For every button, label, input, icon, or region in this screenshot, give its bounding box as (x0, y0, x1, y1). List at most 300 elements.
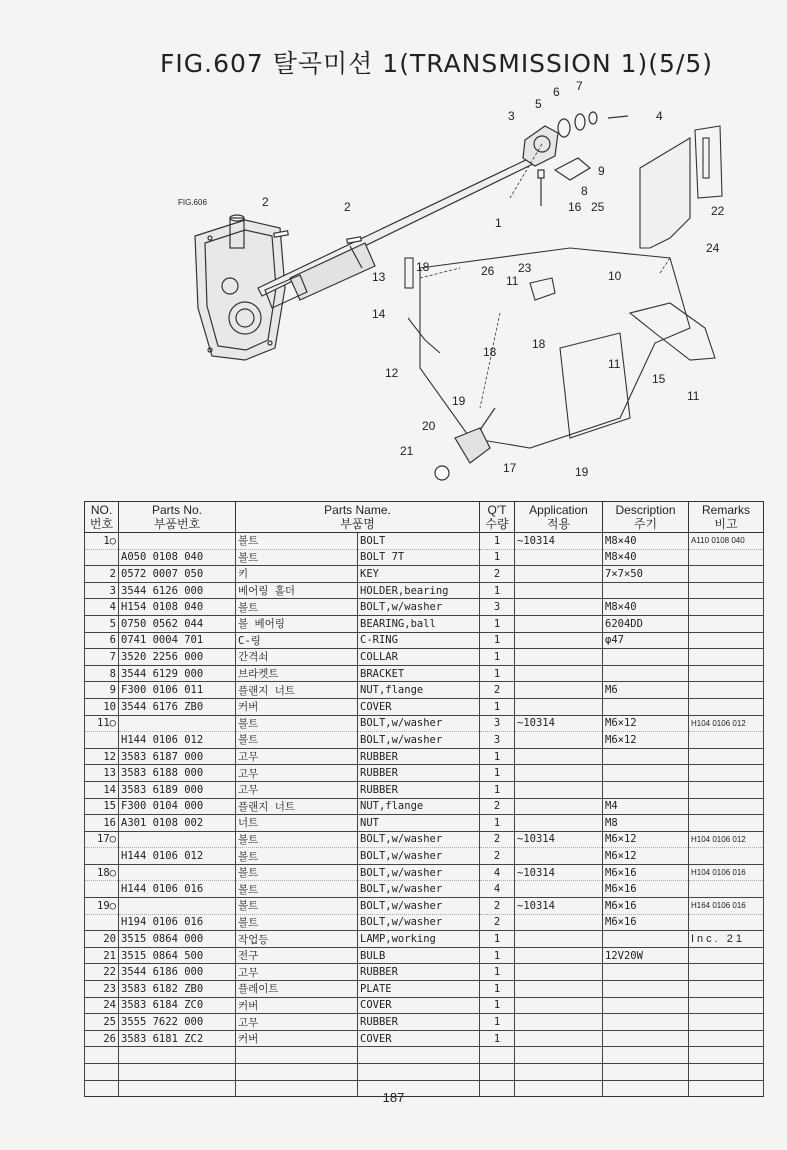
cell-no (85, 914, 119, 931)
callout-2b: 2 (344, 200, 351, 214)
callout-18c: 18 (532, 337, 546, 351)
header-parts-name: Parts Name. 부품명 (236, 502, 480, 533)
cell-desc: M6×16 (603, 864, 689, 881)
cell-remarks (689, 881, 764, 898)
cell-qty: 1 (480, 533, 515, 550)
cell-desc (603, 698, 689, 715)
cell-name-en: COVER (358, 1030, 480, 1047)
cell-remarks (689, 566, 764, 583)
exploded-parts-diagram (150, 78, 750, 488)
cell-app (515, 1014, 603, 1031)
cell-desc: M6×16 (603, 898, 689, 915)
cell-desc: M6×12 (603, 732, 689, 749)
cell-qty: 2 (480, 848, 515, 865)
table-header-row (85, 502, 764, 533)
cell-name-en: BOLT (358, 533, 480, 550)
callout-13: 13 (372, 270, 386, 284)
cell-name-kr: 고무 (236, 748, 358, 765)
cell-name-en: BEARING,ball (358, 615, 480, 632)
header-remarks: Remarks 비고 (689, 502, 764, 533)
cell-app (515, 1030, 603, 1047)
cell-name-en: KEY (358, 566, 480, 583)
cell-name-kr: 볼트 (236, 864, 358, 881)
cell-part-no: 3583 6189 000 (119, 781, 236, 798)
cell-app (515, 815, 603, 832)
table-row (85, 665, 764, 682)
cell-desc (603, 964, 689, 981)
cell-no: 12 (85, 748, 119, 765)
cell-desc (603, 765, 689, 782)
cell-part-no: 3544 6176 ZB0 (119, 698, 236, 715)
cell-no: 22 (85, 964, 119, 981)
cell-qty: 1 (480, 615, 515, 632)
cell-name-en: COVER (358, 698, 480, 715)
cell-part-no (119, 898, 236, 915)
cell-remarks (689, 997, 764, 1014)
callout-9: 9 (598, 164, 605, 178)
cell-app (515, 947, 603, 964)
cell-name-kr: 볼트 (236, 533, 358, 550)
cell-remarks: H104 0106 016 (689, 864, 764, 881)
cell-blank (689, 1064, 764, 1081)
table-row (85, 914, 764, 931)
cell-name-en: BRACKET (358, 665, 480, 682)
cell-no: 18○ (85, 864, 119, 881)
cell-qty: 1 (480, 981, 515, 998)
cell-remarks (689, 848, 764, 865)
callout-11a: 11 (506, 274, 519, 288)
cell-no: 8 (85, 665, 119, 682)
cell-qty: 1 (480, 931, 515, 948)
cell-remarks (689, 682, 764, 699)
cell-desc (603, 981, 689, 998)
cell-remarks (689, 632, 764, 649)
work-lamp (435, 408, 495, 480)
cell-app (515, 765, 603, 782)
callout-2a: 2 (262, 195, 269, 209)
cell-part-no: 3544 6186 000 (119, 964, 236, 981)
cell-remarks (689, 947, 764, 964)
cell-remarks: H104 0106 012 (689, 715, 764, 732)
cell-name-en: BULB (358, 947, 480, 964)
callout-3: 3 (508, 109, 515, 123)
cell-app (515, 848, 603, 865)
table-row (85, 748, 764, 765)
cell-part-no: H144 0106 012 (119, 848, 236, 865)
cell-remarks (689, 981, 764, 998)
cell-app (515, 964, 603, 981)
cell-desc (603, 781, 689, 798)
cell-qty: 1 (480, 665, 515, 682)
callout-16: 16 (568, 200, 582, 214)
cell-desc (603, 1030, 689, 1047)
cell-blank (236, 1064, 358, 1081)
cell-remarks (689, 599, 764, 616)
cell-name-kr: 고무 (236, 781, 358, 798)
cell-remarks: H164 0106 016 (689, 898, 764, 915)
cell-name-en: BOLT,w/washer (358, 914, 480, 931)
cell-name-en: PLATE (358, 981, 480, 998)
cell-remarks (689, 765, 764, 782)
cell-name-kr: 작업등 (236, 931, 358, 948)
cell-no: 19○ (85, 898, 119, 915)
cell-qty: 3 (480, 715, 515, 732)
cell-app (515, 881, 603, 898)
cell-qty: 1 (480, 964, 515, 981)
table-row-blank (85, 1064, 764, 1081)
table-row (85, 533, 764, 550)
cell-name-kr: 전구 (236, 947, 358, 964)
cell-name-en: BOLT,w/washer (358, 881, 480, 898)
cell-qty: 1 (480, 748, 515, 765)
cell-app (515, 698, 603, 715)
callout-12: 12 (385, 366, 399, 380)
cell-part-no: 3555 7622 000 (119, 1014, 236, 1031)
cell-blank (689, 1047, 764, 1064)
cell-remarks (689, 798, 764, 815)
cell-name-en: RUBBER (358, 748, 480, 765)
cell-name-kr: 볼트 (236, 831, 358, 848)
cell-remarks (689, 815, 764, 832)
cell-app: ~10314 (515, 533, 603, 550)
cell-name-en: RUBBER (358, 781, 480, 798)
cell-no: 20 (85, 931, 119, 948)
cell-remarks (689, 781, 764, 798)
table-row (85, 549, 764, 566)
cell-part-no: H194 0106 016 (119, 914, 236, 931)
cell-no: 11○ (85, 715, 119, 732)
table-row (85, 947, 764, 964)
cell-app: ~10314 (515, 831, 603, 848)
cell-name-kr: 볼트 (236, 898, 358, 915)
cell-part-no: 0750 0562 044 (119, 615, 236, 632)
cell-name-en: BOLT,w/washer (358, 831, 480, 848)
cell-desc: 7×7×50 (603, 566, 689, 583)
table-row (85, 798, 764, 815)
callout-14: 14 (372, 307, 386, 321)
cell-remarks (689, 582, 764, 599)
cell-name-kr: 플랜지 너트 (236, 798, 358, 815)
cell-app (515, 615, 603, 632)
cell-part-no: 3515 0864 000 (119, 931, 236, 948)
table-row (85, 599, 764, 616)
table-row (85, 781, 764, 798)
cell-no: 1○ (85, 533, 119, 550)
cell-desc: M6×12 (603, 848, 689, 865)
table-row (85, 997, 764, 1014)
page-number: 187 (382, 1090, 405, 1105)
cell-name-kr: 너트 (236, 815, 358, 832)
cell-blank (119, 1064, 236, 1081)
cell-remarks (689, 748, 764, 765)
cell-app (515, 549, 603, 566)
callout-25: 25 (591, 200, 605, 214)
cell-qty: 1 (480, 698, 515, 715)
cell-blank (119, 1047, 236, 1064)
cell-part-no: F300 0104 000 (119, 798, 236, 815)
cell-name-en: HOLDER,bearing (358, 582, 480, 599)
cell-qty: 1 (480, 997, 515, 1014)
callout-26: 26 (481, 264, 495, 278)
cell-blank (85, 1047, 119, 1064)
cell-no (85, 732, 119, 749)
cell-no (85, 848, 119, 865)
cell-name-en: NUT,flange (358, 682, 480, 699)
cell-qty: 3 (480, 599, 515, 616)
cell-qty: 1 (480, 549, 515, 566)
cell-name-kr: 볼트 (236, 881, 358, 898)
callout-18a: 18 (416, 260, 430, 274)
bearing-holder-group (523, 112, 628, 206)
cell-name-kr: 고무 (236, 1014, 358, 1031)
callout-4: 4 (656, 109, 663, 123)
cell-app (515, 748, 603, 765)
cell-name-kr: 키 (236, 566, 358, 583)
cell-app (515, 632, 603, 649)
cell-app: ~10314 (515, 898, 603, 915)
cell-name-kr: C-링 (236, 632, 358, 649)
parts-table-body (85, 533, 764, 1097)
cell-part-no: A050 0108 040 (119, 549, 236, 566)
cell-app (515, 682, 603, 699)
callout-7: 7 (576, 79, 583, 93)
table-row (85, 864, 764, 881)
cell-part-no: 3583 6181 ZC2 (119, 1030, 236, 1047)
header-parts-no: Parts No. 부품번호 (119, 502, 236, 533)
cell-remarks: Inc. 21 (689, 931, 764, 948)
cell-remarks (689, 1030, 764, 1047)
cell-no: 13 (85, 765, 119, 782)
table-row (85, 582, 764, 599)
callout-17: 17 (503, 461, 517, 475)
cell-name-en: RUBBER (358, 964, 480, 981)
cell-part-no: 3583 6182 ZB0 (119, 981, 236, 998)
cell-desc: M6×16 (603, 914, 689, 931)
table-row-blank (85, 1047, 764, 1064)
cell-part-no: H154 0108 040 (119, 599, 236, 616)
callout-11b: 11 (608, 357, 621, 371)
cell-name-kr: 볼트 (236, 549, 358, 566)
cell-name-kr: 브라켓트 (236, 665, 358, 682)
cell-no: 14 (85, 781, 119, 798)
cell-name-kr: 베어링 홀더 (236, 582, 358, 599)
cell-name-kr: 볼트 (236, 914, 358, 931)
cell-no: 5 (85, 615, 119, 632)
cell-desc: 12V20W (603, 947, 689, 964)
cell-part-no (119, 715, 236, 732)
table-row (85, 566, 764, 583)
table-row (85, 1014, 764, 1031)
cell-remarks (689, 914, 764, 931)
cell-part-no (119, 864, 236, 881)
cell-name-en: C-RING (358, 632, 480, 649)
cell-part-no: 3515 0864 500 (119, 947, 236, 964)
cell-qty: 4 (480, 864, 515, 881)
table-row (85, 848, 764, 865)
table-row (85, 964, 764, 981)
cell-desc: M8 (603, 815, 689, 832)
cell-name-en: BOLT,w/washer (358, 848, 480, 865)
table-row (85, 815, 764, 832)
cell-desc: M8×40 (603, 533, 689, 550)
cell-name-kr: 볼트 (236, 848, 358, 865)
cell-desc: M8×40 (603, 599, 689, 616)
cell-name-kr: 고무 (236, 765, 358, 782)
cell-part-no: 3520 2256 000 (119, 649, 236, 666)
cell-no: 3 (85, 582, 119, 599)
cell-no: 7 (85, 649, 119, 666)
cell-name-kr: 고무 (236, 964, 358, 981)
cell-remarks: A110 0108 040 (689, 533, 764, 550)
cell-no: 6 (85, 632, 119, 649)
cell-name-en: NUT (358, 815, 480, 832)
cell-app (515, 732, 603, 749)
cell-name-en: RUBBER (358, 765, 480, 782)
cell-name-kr: 볼 베어링 (236, 615, 358, 632)
table-row (85, 682, 764, 699)
cell-blank (515, 1047, 603, 1064)
table-row (85, 632, 764, 649)
cell-name-en: RUBBER (358, 1014, 480, 1031)
cell-qty: 2 (480, 682, 515, 699)
cell-part-no: 3583 6187 000 (119, 748, 236, 765)
cell-desc: φ47 (603, 632, 689, 649)
table-row (85, 649, 764, 666)
cell-blank (515, 1064, 603, 1081)
parts-table (84, 501, 764, 1097)
cell-name-en: BOLT,w/washer (358, 864, 480, 881)
cell-app (515, 599, 603, 616)
key-parts (274, 231, 361, 243)
cell-remarks (689, 1014, 764, 1031)
cell-qty: 2 (480, 914, 515, 931)
cell-no (85, 881, 119, 898)
callout-15: 15 (652, 372, 666, 386)
cell-desc (603, 665, 689, 682)
table-row (85, 1030, 764, 1047)
cell-desc (603, 582, 689, 599)
cell-name-kr: 볼트 (236, 732, 358, 749)
cell-qty: 1 (480, 1030, 515, 1047)
cell-name-en: BOLT,w/washer (358, 898, 480, 915)
cell-desc: 6204DD (603, 615, 689, 632)
cell-qty: 2 (480, 566, 515, 583)
cell-name-en: BOLT 7T (358, 549, 480, 566)
cell-app (515, 665, 603, 682)
table-row (85, 765, 764, 782)
leader-lines (420, 144, 670, 408)
callout-21: 21 (400, 444, 414, 458)
cell-desc: M4 (603, 798, 689, 815)
cell-no: 10 (85, 698, 119, 715)
cell-blank (358, 1064, 480, 1081)
cell-name-en: BOLT,w/washer (358, 732, 480, 749)
cell-desc: M6 (603, 682, 689, 699)
cell-blank (480, 1047, 515, 1064)
cell-no: 16 (85, 815, 119, 832)
cell-qty: 1 (480, 1014, 515, 1031)
table-row (85, 698, 764, 715)
cell-part-no (119, 533, 236, 550)
cell-name-en: NUT,flange (358, 798, 480, 815)
cell-blank (358, 1047, 480, 1064)
cell-no: 9 (85, 682, 119, 699)
callout-19a: 19 (452, 394, 466, 408)
cell-desc: M6×12 (603, 715, 689, 732)
callout-20: 20 (422, 419, 436, 433)
header-qty: Q'T 수량 (480, 502, 515, 533)
cell-blank (603, 1064, 689, 1081)
callout-1: 1 (495, 216, 502, 230)
cell-app (515, 566, 603, 583)
cell-no: 4 (85, 599, 119, 616)
cell-name-kr: 플랜지 너트 (236, 682, 358, 699)
cell-no: 15 (85, 798, 119, 815)
table-row (85, 898, 764, 915)
callout-6: 6 (553, 85, 560, 99)
callout-8: 8 (581, 184, 588, 198)
header-application: Application 적용 (515, 502, 603, 533)
cell-desc: M6×16 (603, 881, 689, 898)
cell-blank (480, 1064, 515, 1081)
cell-name-en: LAMP,working (358, 931, 480, 948)
cell-no: 2 (85, 566, 119, 583)
cell-qty: 1 (480, 815, 515, 832)
cell-qty: 1 (480, 947, 515, 964)
cell-qty: 2 (480, 831, 515, 848)
header-description: Description 주기 (603, 502, 689, 533)
cell-qty: 2 (480, 798, 515, 815)
cell-qty: 1 (480, 649, 515, 666)
page-title: FIG.607 탈곡미션 1(TRANSMISSION 1)(5/5) (160, 49, 714, 78)
cell-app (515, 931, 603, 948)
cell-part-no: 0741 0004 701 (119, 632, 236, 649)
cell-qty: 1 (480, 632, 515, 649)
cell-remarks (689, 732, 764, 749)
cell-remarks (689, 698, 764, 715)
cell-no: 23 (85, 981, 119, 998)
table-row (85, 981, 764, 998)
callout-11c: 11 (687, 389, 700, 403)
cell-app (515, 798, 603, 815)
cell-app (515, 914, 603, 931)
cell-part-no: 3544 6126 000 (119, 582, 236, 599)
cell-no (85, 549, 119, 566)
table-row (85, 615, 764, 632)
cell-app (515, 981, 603, 998)
cell-no: 21 (85, 947, 119, 964)
cell-blank (85, 1064, 119, 1081)
cell-part-no (119, 831, 236, 848)
callout-5: 5 (535, 97, 542, 111)
cell-qty: 1 (480, 582, 515, 599)
cell-name-kr: 커버 (236, 997, 358, 1014)
cell-desc: M8×40 (603, 549, 689, 566)
cell-blank (236, 1047, 358, 1064)
table-row (85, 831, 764, 848)
cell-name-en: COVER (358, 997, 480, 1014)
cell-no: 25 (85, 1014, 119, 1031)
callout-22: 22 (711, 204, 725, 218)
cell-name-kr: 볼트 (236, 599, 358, 616)
table-row (85, 881, 764, 898)
table-row (85, 931, 764, 948)
cell-no: 17○ (85, 831, 119, 848)
callout-23: 23 (518, 261, 532, 275)
cell-remarks (689, 615, 764, 632)
cell-name-kr: 커버 (236, 698, 358, 715)
cell-blank (603, 1047, 689, 1064)
